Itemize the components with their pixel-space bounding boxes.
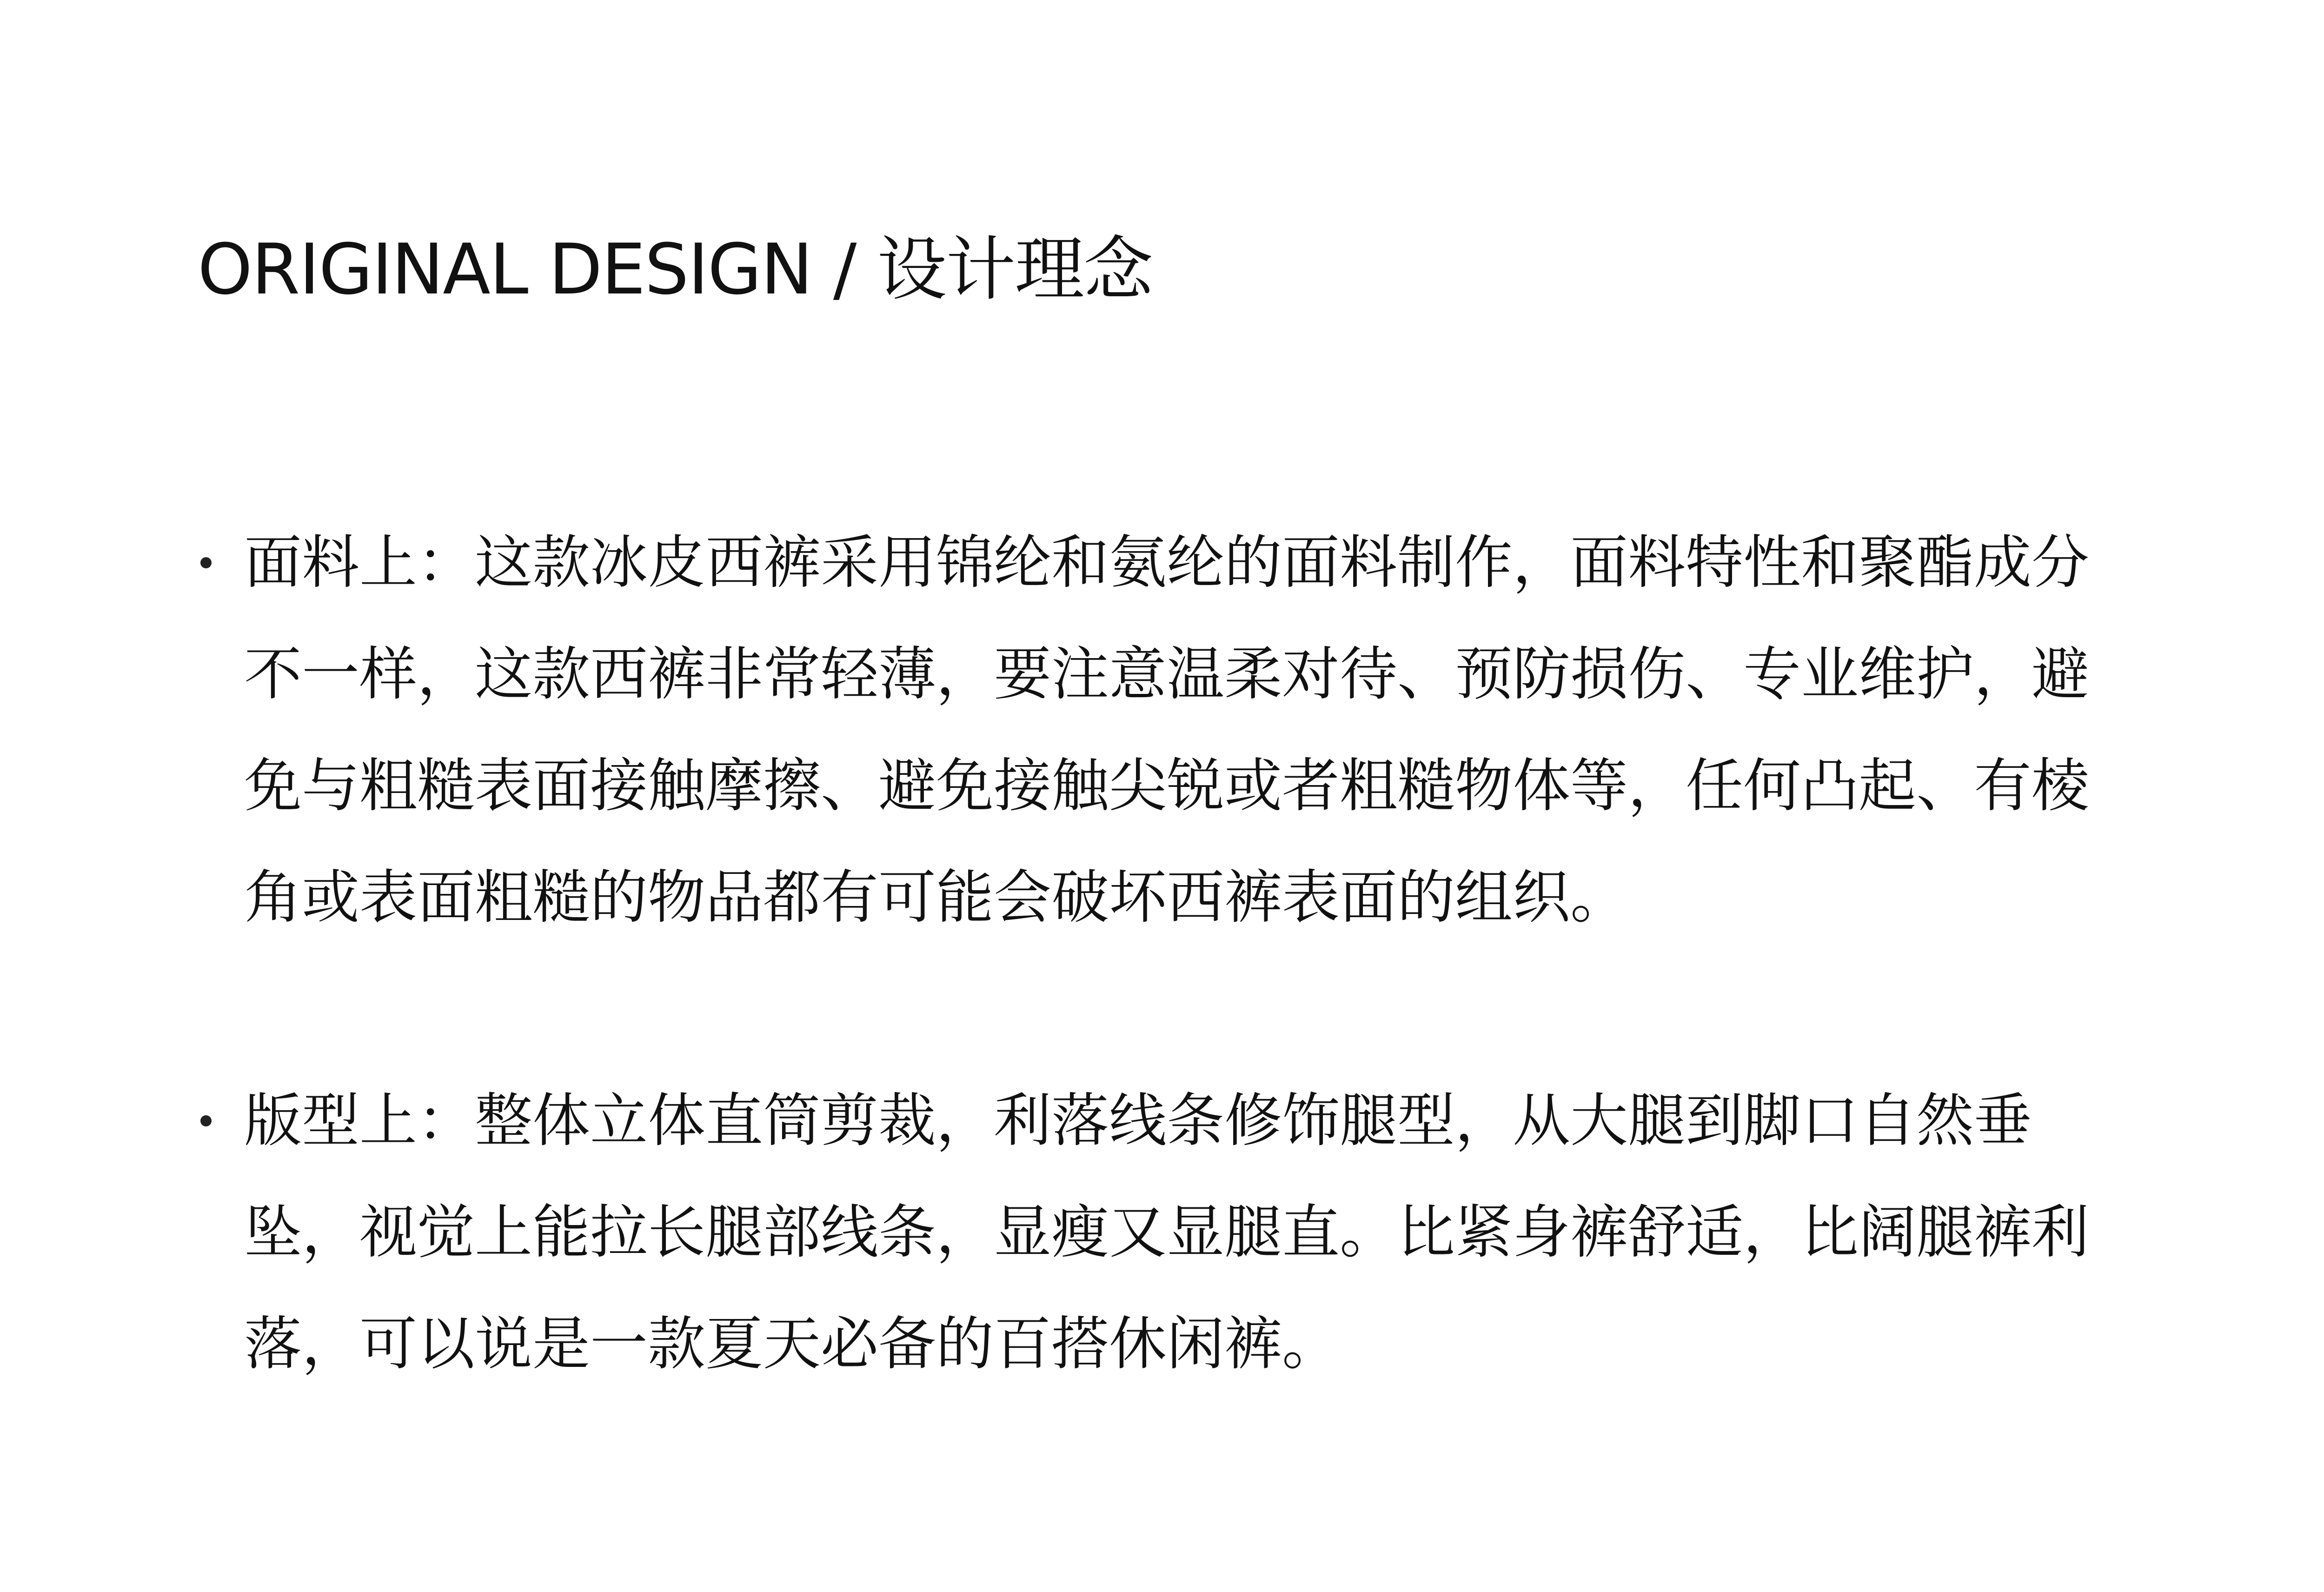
bullet-dot xyxy=(200,1115,212,1126)
fit-description: 版型上：整体立体直筒剪裁，利落线条修饰腿型，从大腿到脚口自然垂坠，视觉上能拉长腿部线条，显瘦又显腿直。比紧身裤舒适，比阔腿裤利落，可以说是一款夏天必备的百搭休闲裤。 xyxy=(244,1087,2090,1378)
page-title: ORIGINAL DESIGN / 设计理念 xyxy=(198,229,1153,310)
bullet-icon xyxy=(198,507,244,619)
bullet-icon xyxy=(198,1065,244,1177)
bullet-dot xyxy=(200,557,212,568)
fabric-description: 面料上：这款冰皮西裤采用锦纶和氨纶的面料制作，面料特性和聚酯成分不一样，这款西裤非常轻薄，要注意温柔对待、预防损伤、专业维护，避免与粗糙表面接触摩擦、避免接触尖锐或者粗糙物体等，任何凸起、有棱角或表面粗糙的物品都有可能会破坏西裤表面的组织。 xyxy=(244,529,2090,931)
